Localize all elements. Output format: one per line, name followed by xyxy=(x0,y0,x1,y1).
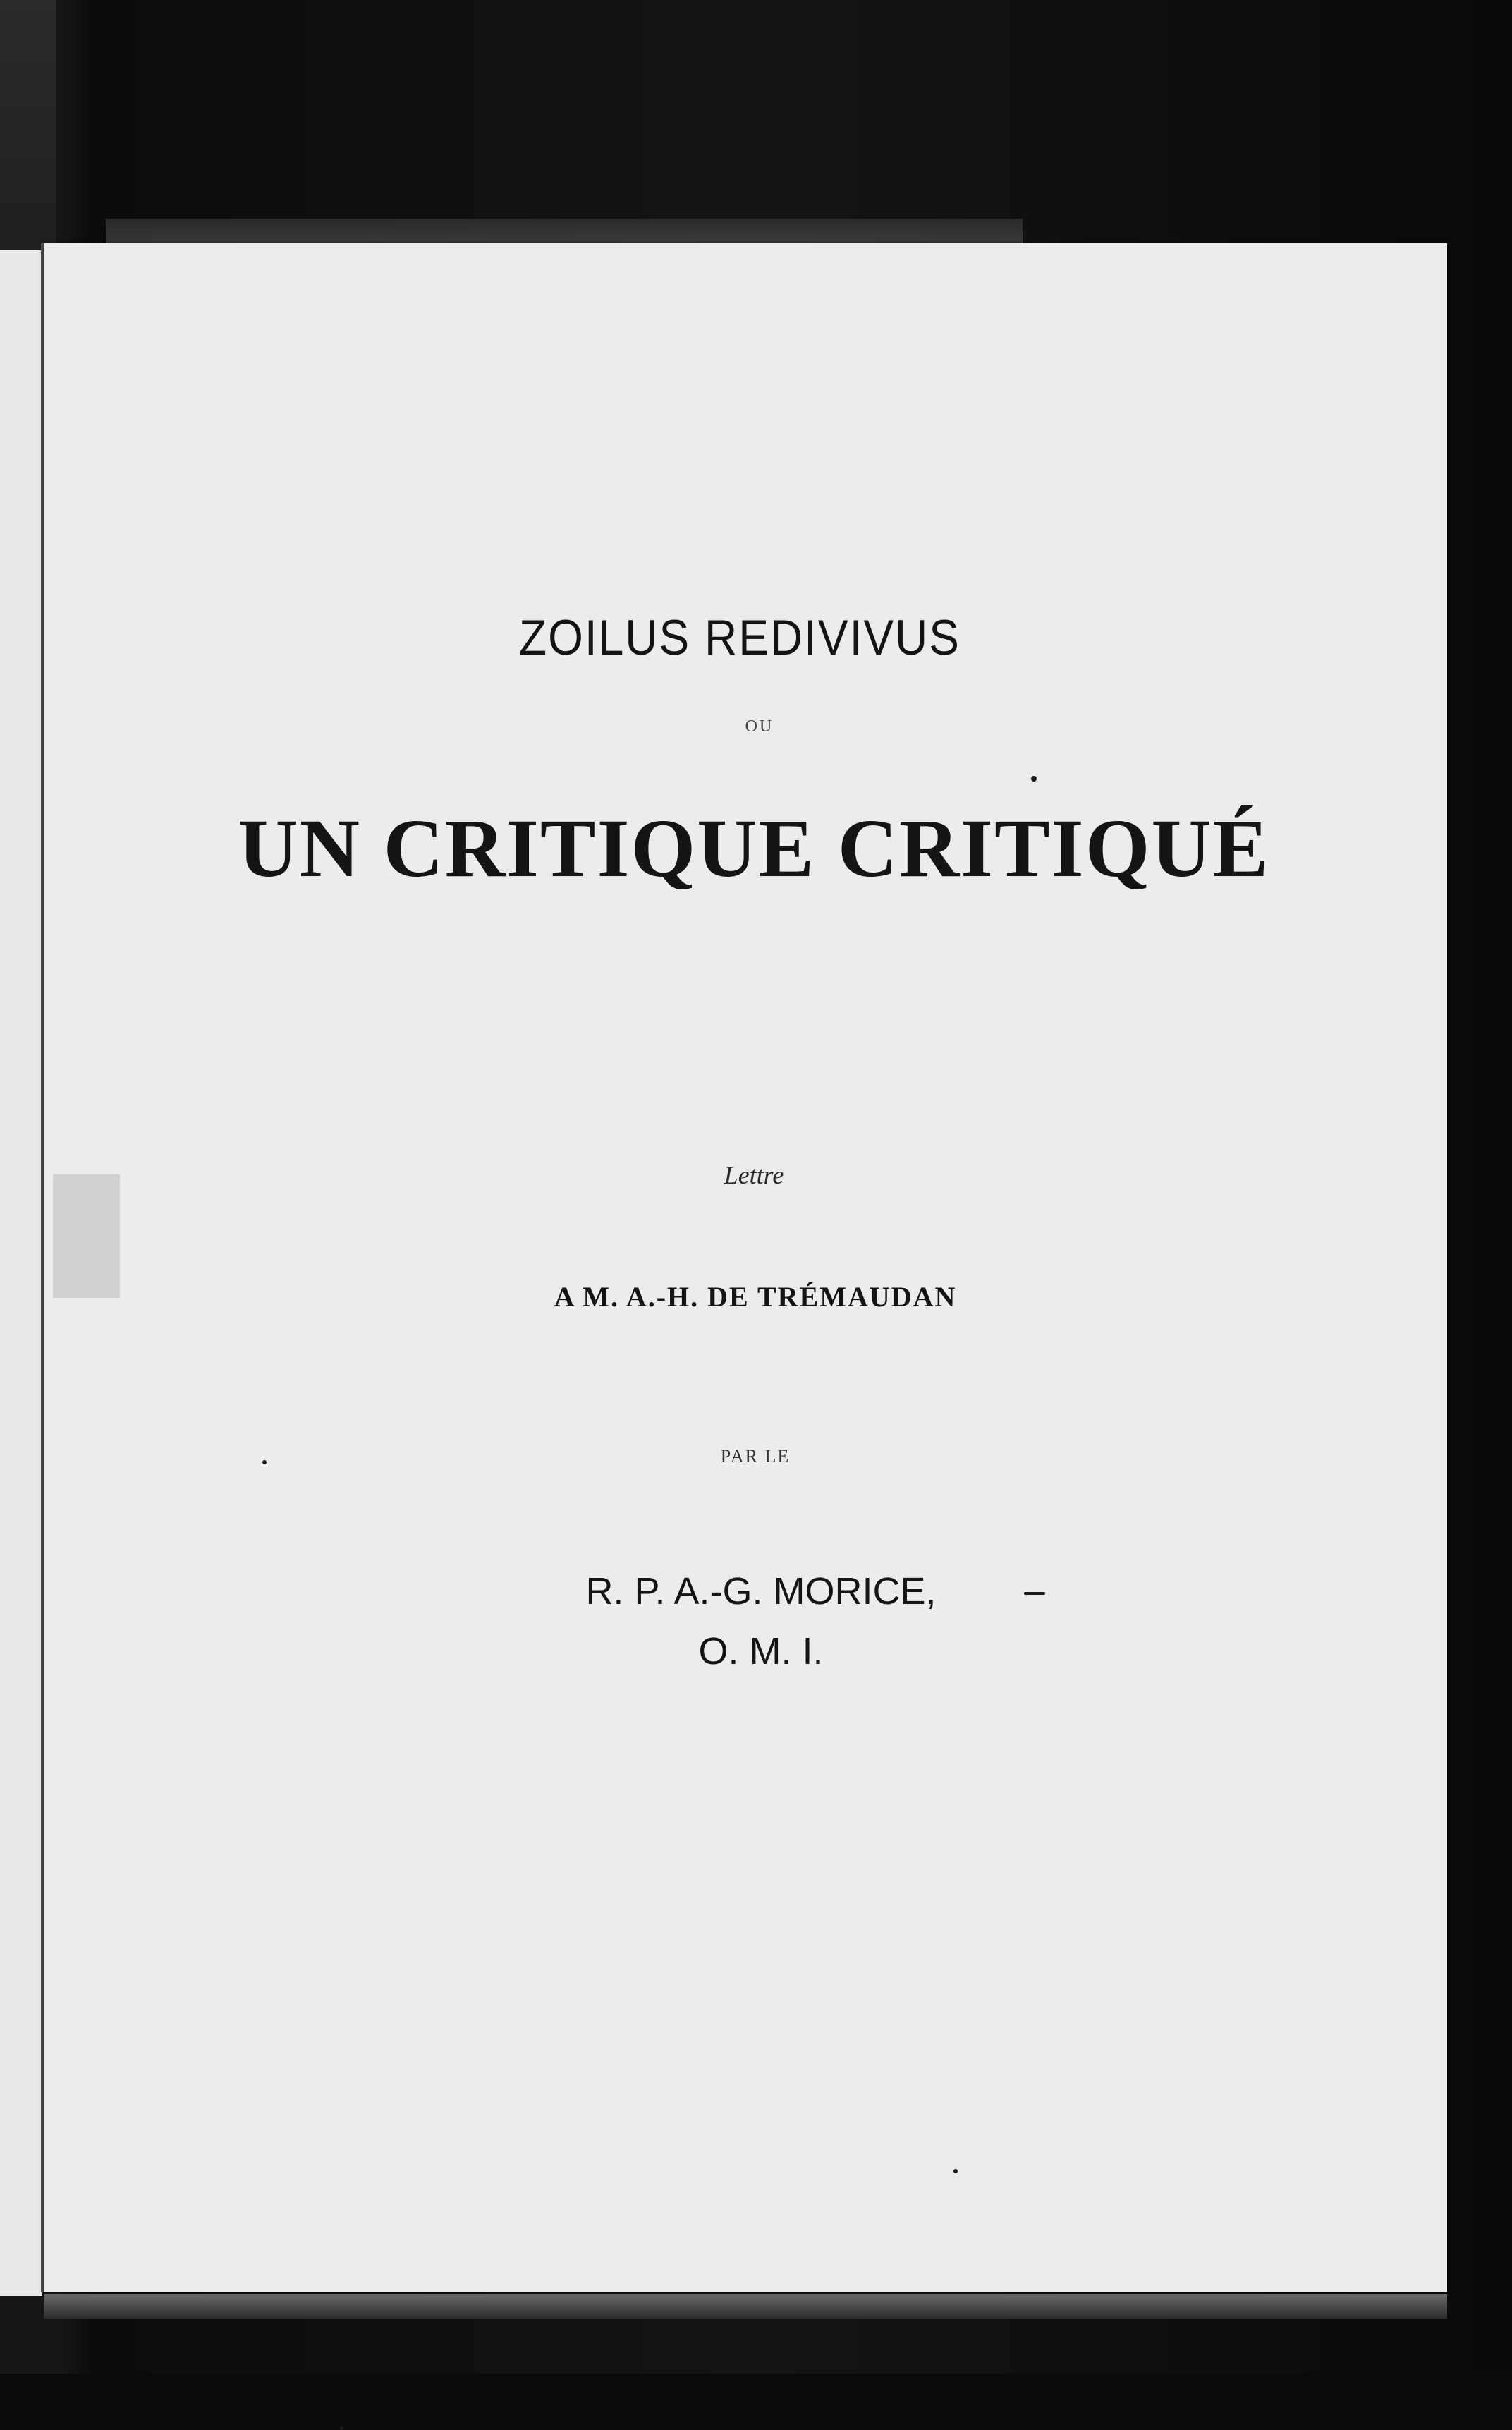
title-page xyxy=(44,243,1447,2292)
ink-speck xyxy=(1031,776,1037,782)
dedication: A M. A.-H. DE TRÉMAUDAN xyxy=(554,1281,957,1313)
by-line: PAR LE xyxy=(720,1446,791,1466)
author-order: O. M. I. xyxy=(698,1630,824,1672)
conjunction: OU xyxy=(745,717,774,736)
title-top: ZOILUS REDIVIVUS xyxy=(519,609,961,666)
page-top-edge xyxy=(106,219,1023,247)
page-bottom-edge xyxy=(44,2294,1447,2319)
adjacent-leaf xyxy=(0,250,42,2296)
subtitle: Lettre xyxy=(724,1161,784,1189)
ink-speck xyxy=(262,1460,267,1464)
ink-speck xyxy=(953,2169,958,2173)
author-name: R. P. A.-G. MORICE, xyxy=(585,1570,937,1612)
ink-mark xyxy=(1024,1592,1045,1595)
ink-speck xyxy=(340,2426,343,2430)
main-title: UN CRITIQUE CRITIQUÉ xyxy=(238,802,1270,894)
tape-mark xyxy=(53,1174,120,1298)
